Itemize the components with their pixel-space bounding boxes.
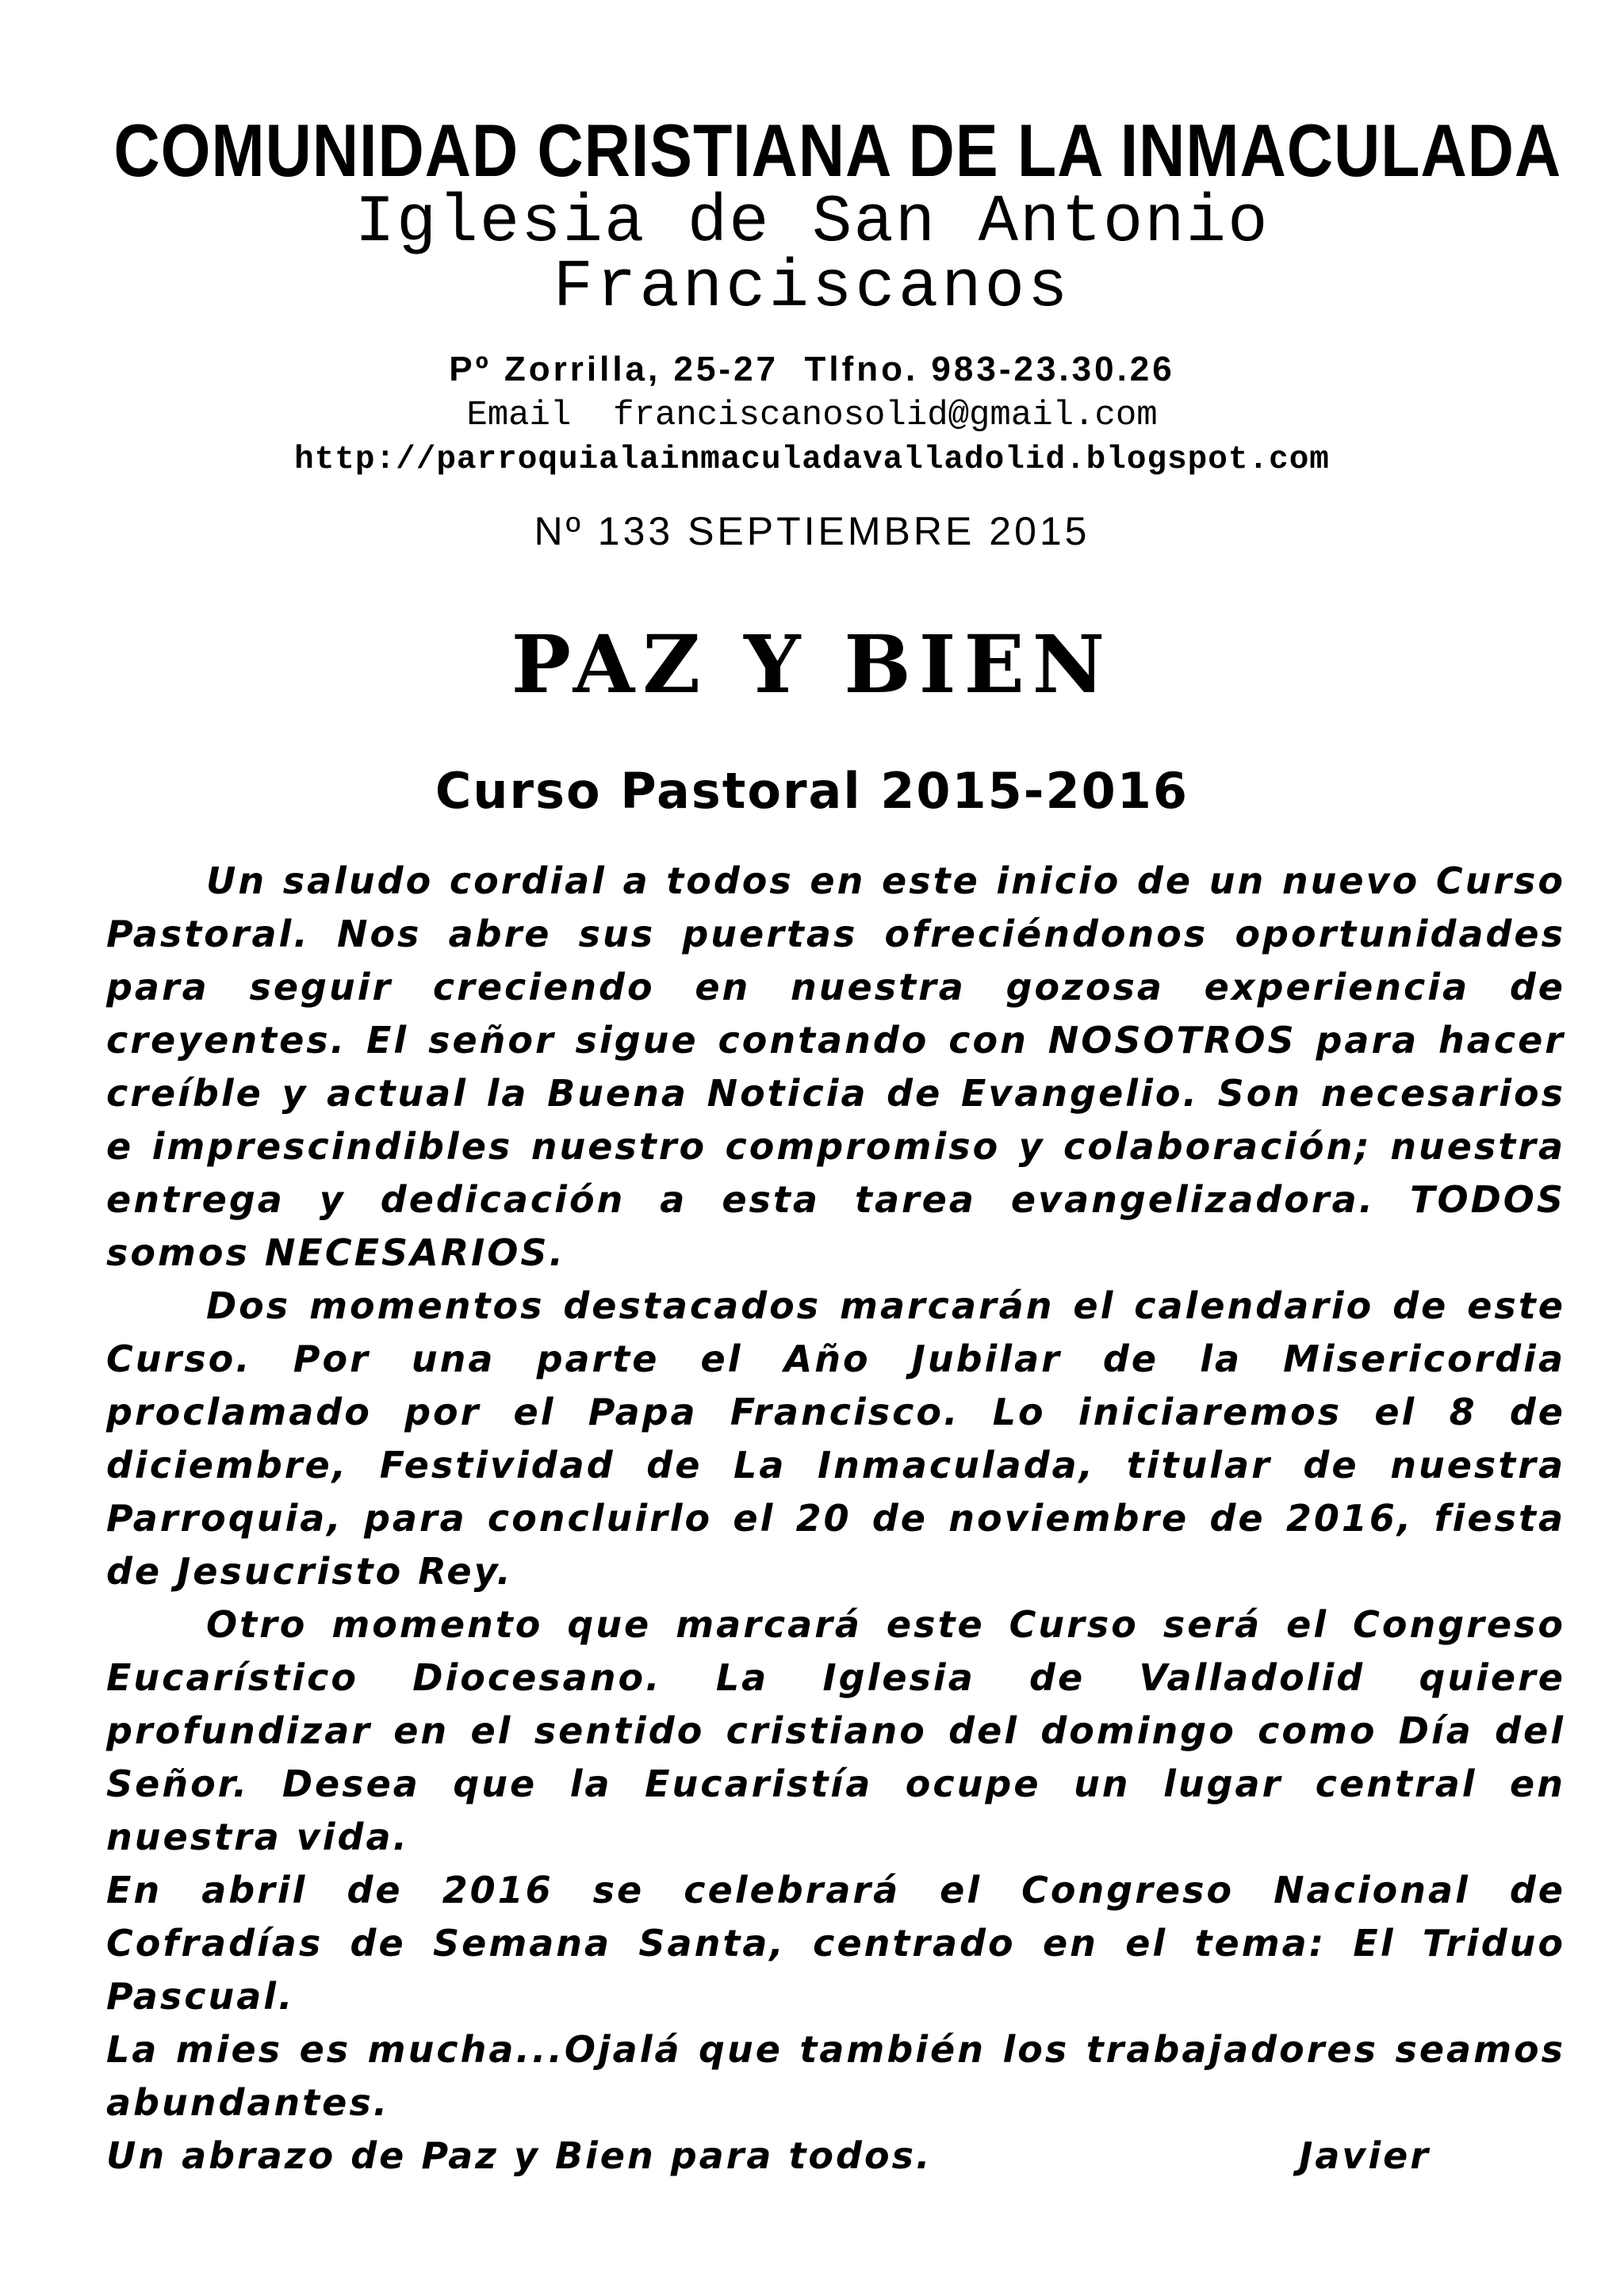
closing-greeting: Un abrazo de Paz y Bien para todos.: [106, 2134, 933, 2177]
masthead: [0, 111, 1624, 555]
email-line: Email franciscanosolid@gmail.com: [466, 396, 1158, 435]
order-name: Franciscanos: [553, 251, 1071, 326]
subheadline: Curso Pastoral 2015-2016: [435, 762, 1189, 820]
blog-url: http://parroquialainmaculadavalladolid.blogspot.com: [294, 442, 1330, 478]
headline: PAZ Y BIEN: [511, 618, 1113, 711]
signature: Javier: [1299, 2134, 1431, 2177]
issue-number: Nº 133 SEPTIEMBRE 2015: [534, 509, 1090, 553]
paragraph: Dos momentos destacados marcarán el calendario de este Curso. Por una parte el Año Jubilar de la Misericordia proclamado por el Papa Francisco. Lo iniciaremos el 8 de diciembre, Festividad de La Inmaculada, titular de nuestra Parroquia, para concluirlo el 20 de noviembre de 2016, fiesta de Jesucristo Rey.: [106, 1284, 1565, 1593]
org-title: COMUNIDAD CRISTIANA DE LA INMACULADA: [113, 109, 1562, 192]
closing-line: [106, 2130, 1431, 2183]
paragraph: Un saludo cordial a todos en este inicio de un nuevo Curso Pastoral. Nos abre sus puertas ofreciéndonos oportunidades para seguir creciendo en nuestra gozosa experiencia de creyentes. El señor sigue contando con NOSOTROS para hacer creíble y actual la Buena Noticia de Evangelio. Son necesarios e imprescindibles nuestro compromiso y colaboración; nuestra entrega y dedicación a esta tarea evangelizadora. TODOS somos NECESARIOS.: [106, 859, 1565, 1274]
address-phone: Pº Zorrilla, 25-27 Tlfno. 983-23.30.26: [449, 350, 1175, 388]
church-name: Iglesia de San Antonio: [354, 186, 1270, 261]
paragraph: La mies es mucha...Ojalá que también los trabajadores seamos abundantes.: [106, 2028, 1565, 2124]
paragraph: En abril de 2016 se celebrará el Congreso Nacional de Cofradías de Semana Santa, centrado en el tema: El Triduo Pascual.: [106, 1869, 1565, 2018]
article-body: [106, 855, 1565, 2183]
paragraph: Otro momento que marcará este Curso será el Congreso Eucarístico Diocesano. La Iglesia de Valladolid quiere profundizar en el sentido cristiano del domingo como Día del Señor. Desea que la Eucaristía ocupe un lugar central en nuestra vida.: [106, 1603, 1565, 1858]
